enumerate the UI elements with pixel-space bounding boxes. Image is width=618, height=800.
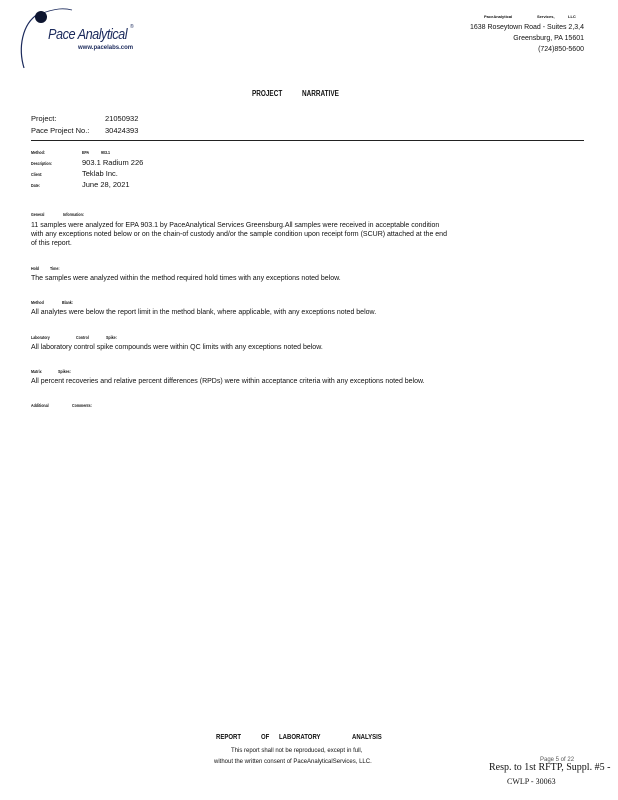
company-name-part: LLC bbox=[568, 14, 576, 19]
client-label: Client: bbox=[31, 172, 43, 177]
method-value-part: 903.1 bbox=[101, 150, 111, 155]
project-value: 21050932 bbox=[105, 114, 139, 123]
logo-url: www.pacelabs.com bbox=[78, 45, 134, 51]
bates-stamp-line-2: CWLP - 30063 bbox=[507, 777, 556, 786]
description-value: 903.1 Radium 226 bbox=[82, 158, 144, 167]
company-name-part: PaceAnalytical bbox=[484, 14, 513, 19]
logo-trademark: ® bbox=[130, 24, 134, 30]
pace-project-label: Pace Project No.: bbox=[31, 126, 90, 135]
matrix-spikes-text: All percent recoveries and relative percent differences (RPDs) were within acceptance criteria with any exceptions noted below. bbox=[31, 378, 425, 385]
page-title-word: NARRATIVE bbox=[302, 89, 339, 98]
method-value-part: EPA bbox=[82, 150, 90, 155]
method-blank-heading: Method bbox=[31, 300, 44, 305]
footer-title-word: REPORT bbox=[216, 732, 242, 741]
page-number: Page 5 of 22 bbox=[540, 757, 575, 763]
additional-comments-heading: Additional bbox=[31, 403, 49, 408]
footer-disclaimer-1: This report shall not be reproduced, except in full, bbox=[231, 748, 363, 754]
company-name-part: Services, bbox=[537, 14, 555, 19]
pace-analytical-logo bbox=[16, 4, 146, 70]
lcs-heading: Spike: bbox=[106, 335, 117, 340]
general-info-line: 11 samples were analyzed for EPA 903.1 by PaceAnalytical Services Greensburg.All samples were received in acceptable condition bbox=[31, 222, 440, 229]
hold-time-text: The samples were analyzed within the method required hold times with any exceptions noted below. bbox=[31, 275, 341, 282]
date-value: June 28, 2021 bbox=[82, 180, 130, 189]
method-blank-heading: Blank: bbox=[62, 300, 74, 305]
general-info-heading: General bbox=[31, 212, 45, 217]
lcs-text: All laboratory control spike compounds were within QC limits with any exceptions noted below. bbox=[31, 344, 323, 351]
hold-time-heading: Hold bbox=[31, 266, 39, 271]
hold-time-heading: Time: bbox=[50, 266, 60, 271]
general-info-line: with any exceptions noted below or on the chain-of custody and/or the sample condition upon receipt form (SCUR) attached at the end bbox=[31, 231, 447, 238]
general-info-line: of this report. bbox=[31, 240, 72, 247]
project-label: Project: bbox=[31, 114, 57, 123]
logo-wordmark: Pace Analytical bbox=[48, 26, 128, 43]
lcs-heading: Laboratory bbox=[31, 335, 50, 340]
footer-title-word: OF bbox=[261, 732, 270, 741]
date-label: Date: bbox=[31, 183, 41, 188]
matrix-spikes-heading: Matrix bbox=[31, 369, 42, 374]
footer-title-word: ANALYSIS bbox=[352, 732, 382, 741]
method-blank-text: All analytes were below the report limit in the method blank, where applicable, with any exceptions noted below. bbox=[31, 309, 377, 316]
footer-title-word: LABORATORY bbox=[279, 732, 321, 741]
page-title-word: PROJECT bbox=[252, 89, 283, 98]
phone-number: (724)850-5600 bbox=[538, 46, 584, 53]
client-value: Teklab Inc. bbox=[82, 169, 118, 178]
pace-project-value: 30424393 bbox=[105, 126, 139, 135]
address-line-2: Greensburg, PA 15601 bbox=[513, 35, 584, 42]
header-divider bbox=[31, 140, 584, 141]
description-label: Description: bbox=[31, 161, 53, 166]
bates-stamp-line-1: Resp. to 1st RFTP, Suppl. #5 - bbox=[489, 762, 611, 773]
address-line-1: 1638 Roseytown Road - Suites 2,3,4 bbox=[469, 24, 584, 31]
general-info-heading: Information: bbox=[63, 212, 84, 217]
lcs-heading: Control bbox=[76, 335, 89, 340]
additional-comments-heading: Comments: bbox=[72, 403, 92, 408]
method-label: Method: bbox=[31, 150, 45, 155]
matrix-spikes-heading: Spikes: bbox=[58, 369, 71, 374]
footer-disclaimer-2: without the written consent of PaceAnalyticalServices, LLC. bbox=[214, 759, 372, 765]
